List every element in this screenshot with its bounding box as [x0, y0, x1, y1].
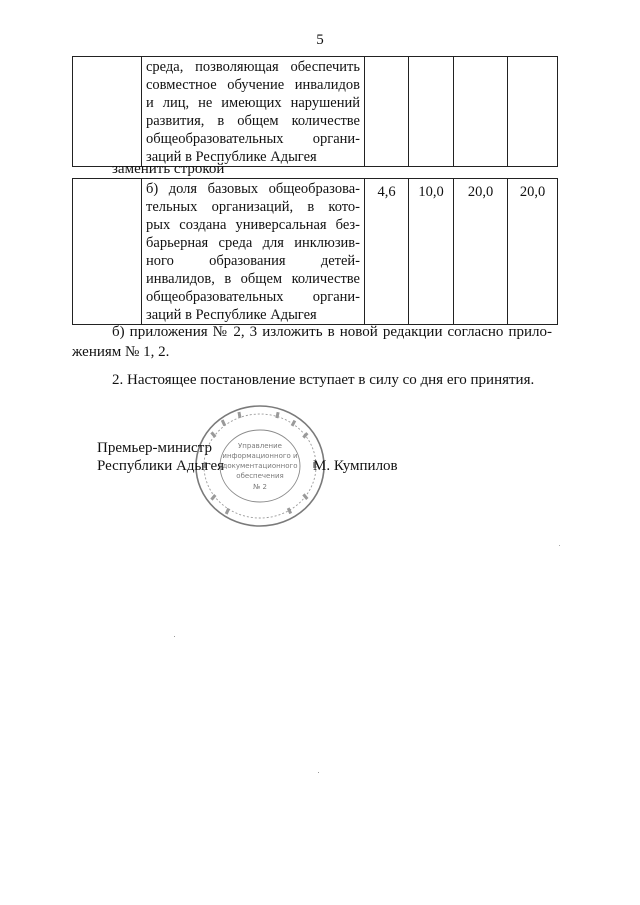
seal-line: № 2: [253, 483, 267, 491]
cell-line: общеобразовательных органи-: [146, 289, 360, 305]
table-row: [73, 179, 558, 325]
table-cell-empty: [454, 57, 508, 167]
table-cell-value-4: 20,0: [508, 179, 558, 325]
page-number: 5: [316, 32, 324, 48]
table-cell-empty: [73, 179, 142, 325]
table-cell-empty: [365, 57, 409, 167]
table-cell-empty: [409, 57, 454, 167]
table-cell-value-1: 4,6: [365, 179, 409, 325]
cell-line: среда, позволяющая обеспечить: [146, 59, 360, 75]
cell-line: б) доля базовых общеобразова-: [146, 181, 360, 197]
seal-line: документационного: [222, 462, 298, 470]
seal-line: информационного и: [222, 452, 298, 460]
cell-line: общеобразовательных органи-: [146, 131, 360, 147]
signature-name: М. Кумпилов: [313, 458, 398, 474]
cell-line: заций в Республике Адыгея: [146, 149, 317, 165]
table-cell-empty: [73, 57, 142, 167]
cell-line: и лиц, не имеющих нарушений: [146, 95, 360, 111]
signature-title-line2: Республики Адыгея: [97, 458, 225, 474]
table-cell-value-2: 10,0: [409, 179, 454, 325]
seal-line: Управление: [238, 442, 282, 450]
table-bottom: [72, 178, 558, 325]
cell-line: тельных организаций, в кото-: [146, 199, 360, 215]
table-top: [72, 56, 558, 167]
cell-line: заций в Республике Адыгея: [146, 307, 317, 323]
table-cell-indicator-text: [142, 179, 365, 325]
table-row: [73, 57, 558, 167]
paragraph-b-line1: б) приложения № 2, 3 изложить в новой редакции согласно прило-: [112, 324, 552, 340]
signature-title-line1: Премьер-министр: [97, 440, 212, 456]
scan-speck: [174, 636, 175, 637]
cell-line: барьерная среда для инклюзив-: [146, 235, 360, 251]
cell-line: ного образования детей-: [146, 253, 360, 269]
replace-label: заменить строкой: [112, 161, 225, 177]
table-cell-value-3: 20,0: [454, 179, 508, 325]
paragraph-2: 2. Настоящее постановление вступает в силу со дня его принятия.: [112, 372, 535, 388]
scan-speck: [318, 772, 319, 773]
cell-line: совместное обучение инвалидов: [146, 77, 360, 93]
cell-line: развития, в общем количестве: [146, 113, 360, 129]
cell-line: рых создана универсальная без-: [146, 217, 360, 233]
paragraph-b-line2: жениям № 1, 2.: [72, 344, 170, 360]
scan-speck: [559, 545, 560, 546]
cell-line: инвалидов, в общем количестве: [146, 271, 360, 287]
paragraph-b: [72, 322, 552, 362]
table-cell-empty: [508, 57, 558, 167]
table-cell-indicator-text: [142, 57, 365, 167]
seal-line: обеспечения: [236, 472, 284, 480]
